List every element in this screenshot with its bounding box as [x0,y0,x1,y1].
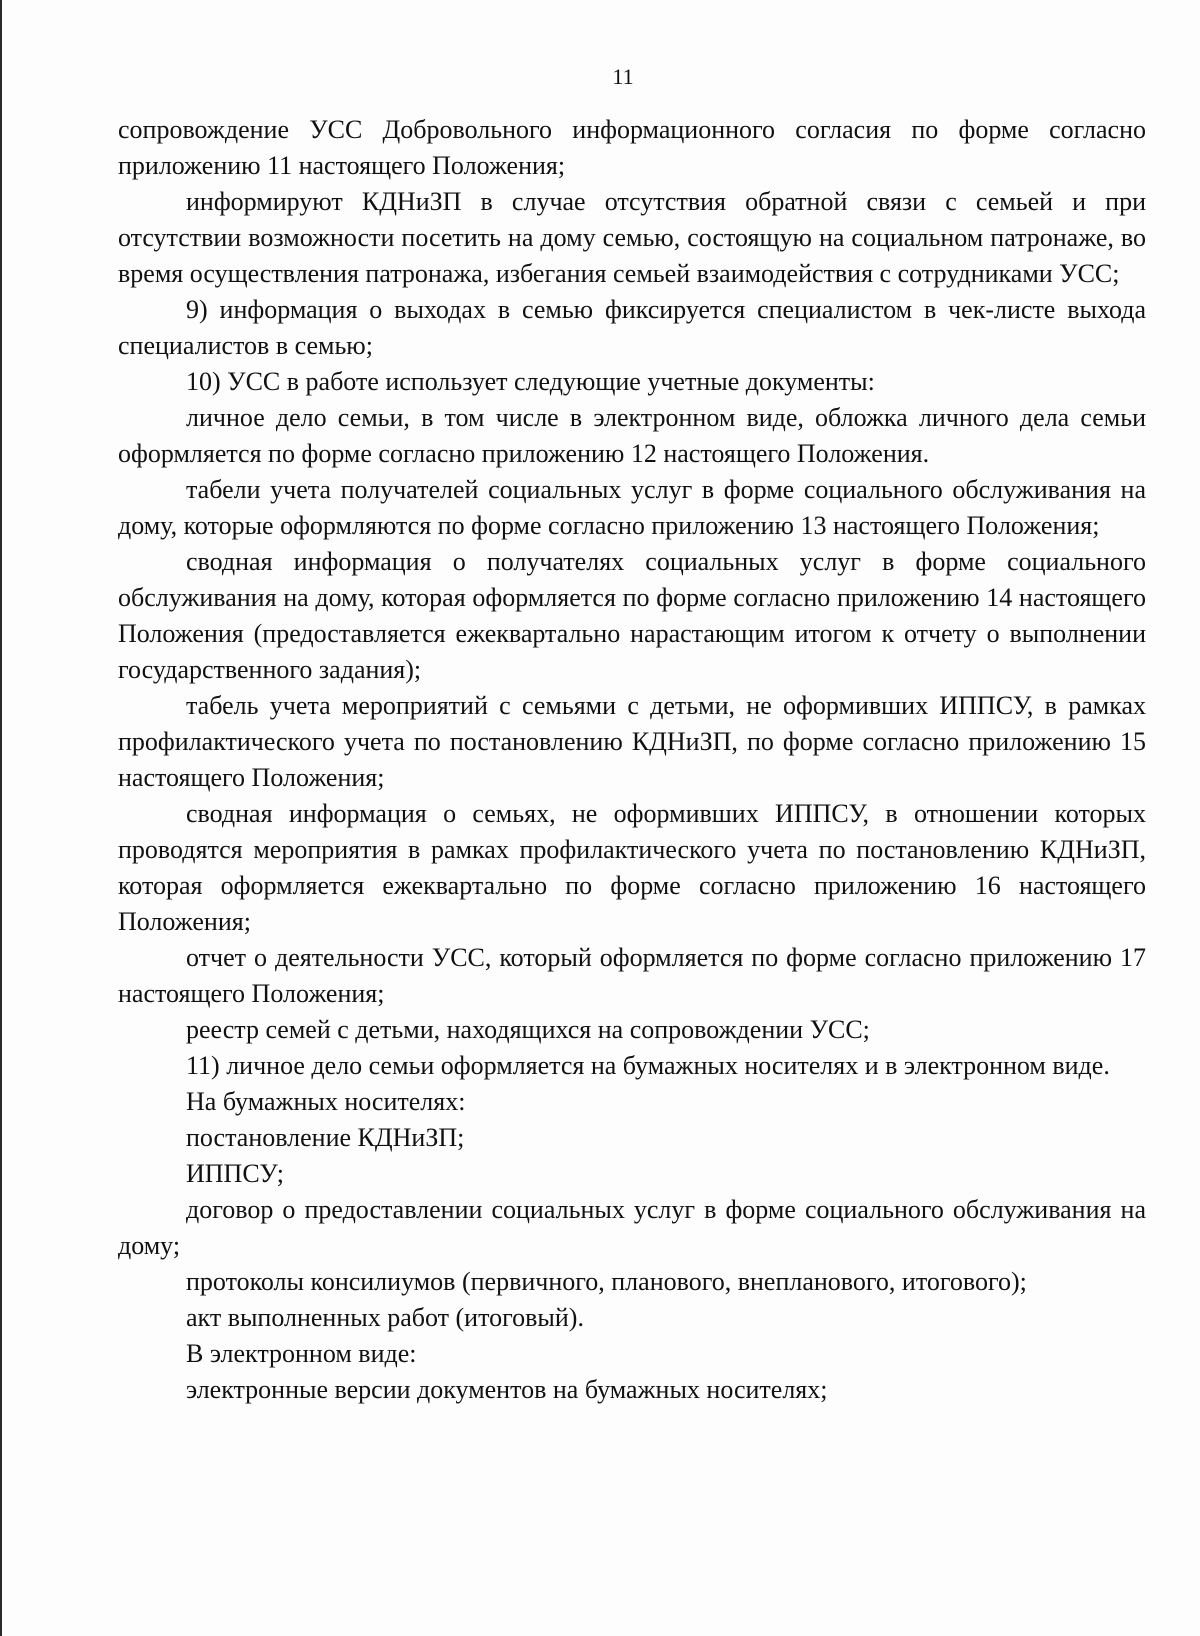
paragraph: 11) личное дело семьи оформляется на бумажных носителях и в электронном виде. [186,1051,1110,1080]
paragraph: сводная информация о получателях социальных услуг в форме социального обслуживания на дому, которая оформляется по форме согласно приложению 14 настоящего Положения (предоставляется ежеквартально нарастающим итогом к отчету о выполнении государственного задания); [118,547,1146,684]
paragraph: личное дело семьи, в том числе в электронном виде, обложка личного дела семьи оформляется по форме согласно приложению 12 настоящего Положения. [118,403,1146,468]
paragraph: информируют КДНиЗП в случае отсутствия обратной связи с семьей и при отсутствии возможности посетить на дому семью, состоящую на социальном патронаже, во время осуществления патронажа, избегания семьей взаимодействия с сотрудниками УСС; [118,187,1146,288]
page-number: 11 [612,64,634,89]
paragraph: договор о предоставлении социальных услуг в форме социального обслуживания на дому; [118,1195,1146,1260]
paragraph: сводная информация о семьях, не оформивших ИППСУ, в отношении которых проводятся мероприятия в рамках профилактического учета по постановлению КДНиЗП, которая оформляется ежеквартально по форме согласно приложению 16 настоящего Положения; [118,799,1146,936]
paragraph: 10) УСС в работе использует следующие учетные документы: [186,367,875,396]
paragraph: табель учета мероприятий с семьями с детьми, не оформивших ИППСУ, в рамках профилактического учета по постановлению КДНиЗП, по форме согласно приложению 15 настоящего Положения; [118,691,1146,792]
scan-edge [0,0,2,1636]
paragraph: табели учета получателей социальных услуг в форме социального обслуживания на дому, которые оформляются по форме согласно приложению 13 настоящего Положения; [118,475,1146,540]
paragraph: ИППСУ; [186,1159,284,1188]
paragraph: протоколы консилиумов (первичного, планового, внепланового, итогового); [186,1267,1027,1296]
paragraph: реестр семей с детьми, находящихся на сопровождении УСС; [186,1015,870,1044]
paragraph: 9) информация о выходах в семью фиксируется специалистом в чек-листе выхода специалистов в семью; [118,295,1146,360]
paragraph: электронные версии документов на бумажных носителях; [186,1375,828,1404]
paragraph: отчет о деятельности УСС, который оформляется по форме согласно приложению 17 настоящего Положения; [118,943,1146,1008]
paragraph: акт выполненных работ (итоговый). [186,1303,584,1332]
paragraph: На бумажных носителях: [186,1087,466,1116]
paragraph: постановление КДНиЗП; [186,1123,465,1152]
paragraph: сопровождение УСС Добровольного информационного согласия по форме согласно приложению 11 настоящего Положения; [118,115,1146,180]
document-body [118,112,1146,1408]
paragraph: В электронном виде: [186,1339,417,1368]
